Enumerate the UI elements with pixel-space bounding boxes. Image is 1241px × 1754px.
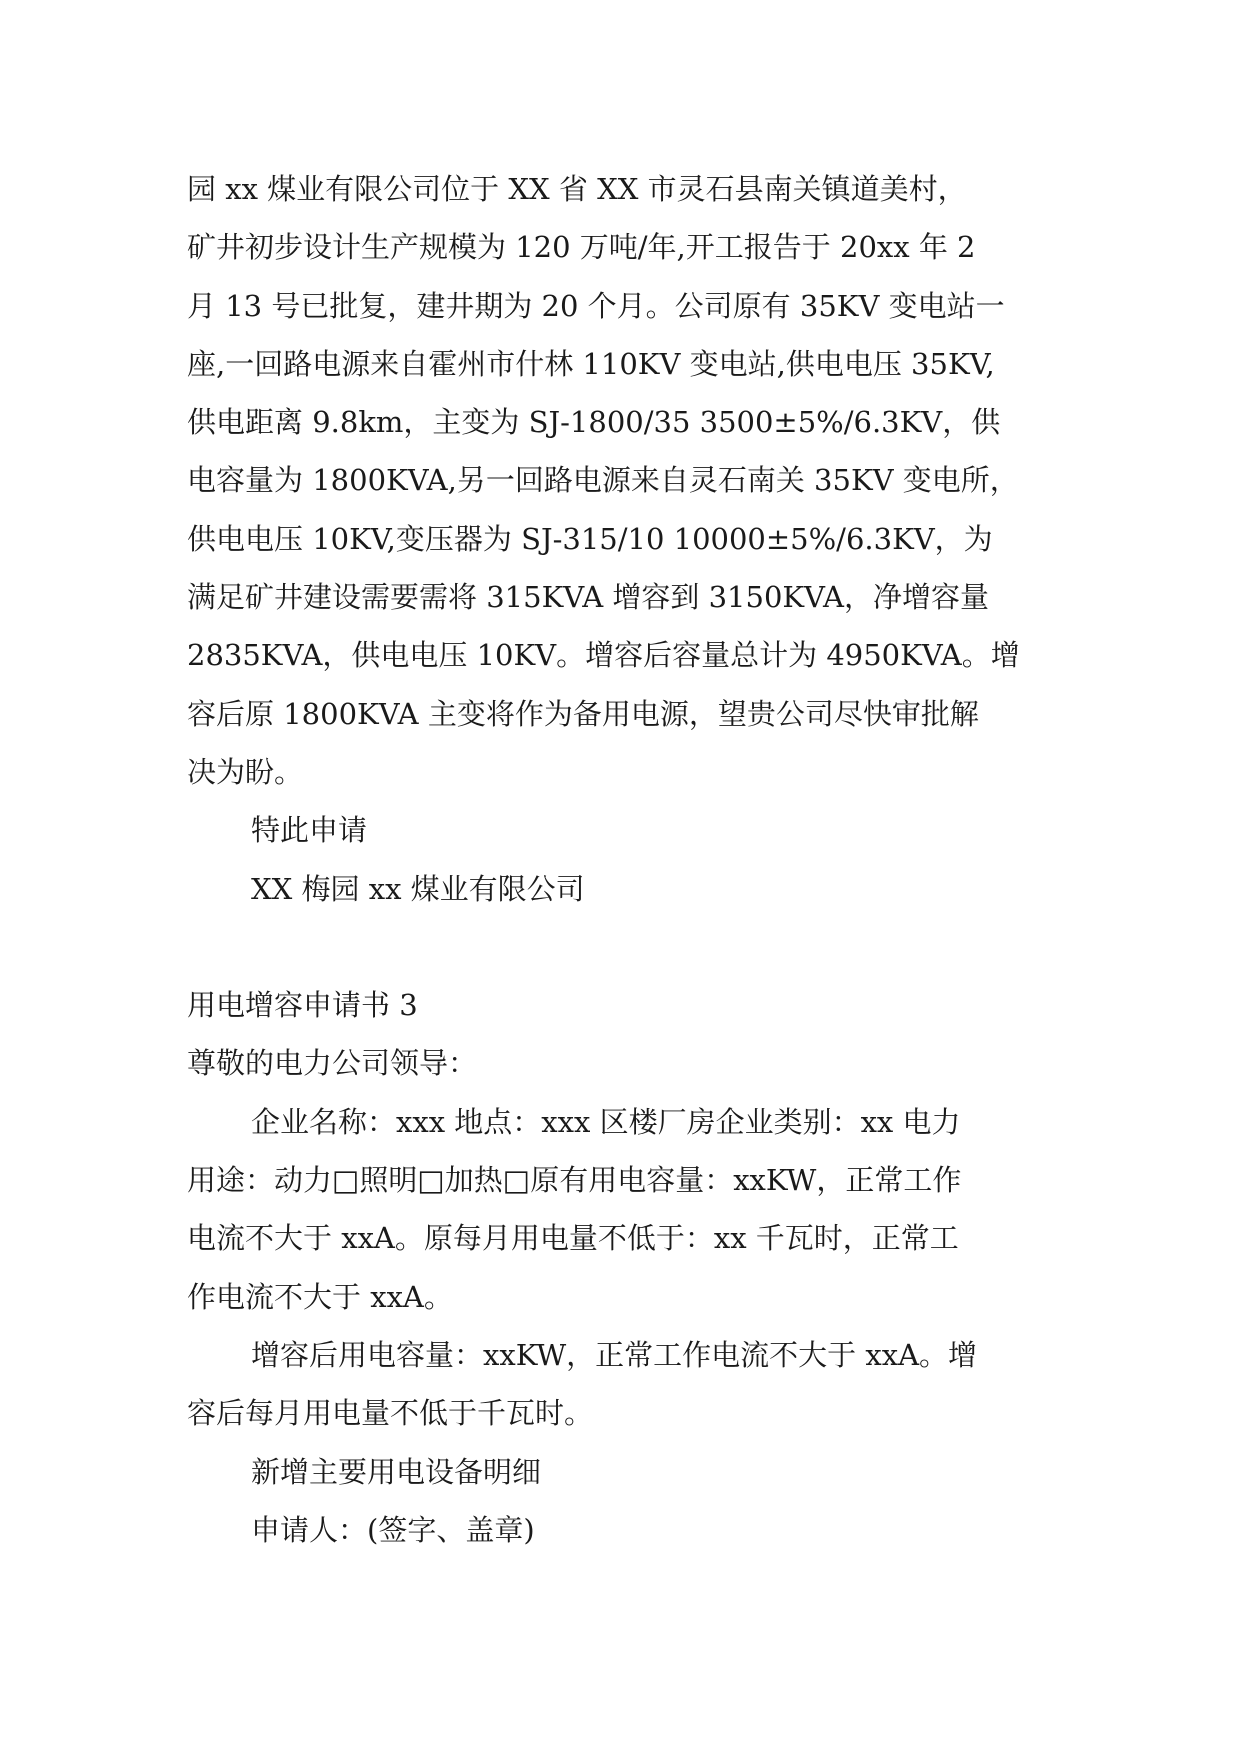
body-line: 满足矿井建设需要需将 315KVA 增容到 3150KVA，净增容量: [187, 580, 989, 615]
paragraph-line: 企业名称：xxx 地点：xxx 区楼厂房企业类别：xx 电力: [251, 1104, 961, 1139]
paragraph-line: 增容后用电容量：xxKW，正常工作电流不大于 xxA。增: [251, 1337, 978, 1372]
body-line: 座,一回路电源来自霍州市什林 110KV 变电站,供电电压 35KV,: [187, 346, 995, 381]
section-spacer: [187, 918, 1067, 976]
body-line: 供电距离 9.8km，主变为 SJ-1800/35 3500±5%/6.3KV，供: [187, 405, 1001, 440]
closing-phrase: 特此申请: [251, 813, 368, 848]
body-line: 月 13 号已批复，建井期为 20 个月。公司原有 35KV 变电站一: [187, 288, 1005, 323]
section-title: 用电增容申请书 3: [187, 988, 418, 1023]
paragraph-line: 电流不大于 xxA。原每月用电量不低于：xx 千瓦时，正常工: [187, 1221, 959, 1256]
body-line: 园 xx 煤业有限公司位于 XX 省 XX 市灵石县南关镇道美村，: [187, 172, 967, 206]
applicant-signature: 申请人：(签字、盖章): [251, 1512, 535, 1547]
body-line: 2835KVA，供电电压 10KV。增容后容量总计为 4950KVA。增: [187, 638, 1020, 673]
paragraph-line: 用途：动力□照明□加热□原有用电容量：xxKW，正常工作: [187, 1163, 962, 1198]
equipment-heading: 新增主要用电设备明细: [251, 1454, 542, 1489]
paragraph-line: 作电流不大于 xxA。: [187, 1279, 453, 1314]
company-signature: XX 梅园 xx 煤业有限公司: [251, 871, 585, 906]
body-line: 矿井初步设计生产规模为 120 万吨/年,开工报告于 20xx 年 2: [187, 230, 976, 265]
body-line: 决为盼。: [187, 754, 304, 789]
body-line: 供电电压 10KV,变压器为 SJ-315/10 10000±5%/6.3KV，为: [187, 521, 993, 556]
body-line: 电容量为 1800KVA,另一回路电源来自灵石南关 35KV 变电所，: [187, 463, 1019, 498]
paragraph-line: 容后每月用电量不低于千瓦时。: [187, 1396, 594, 1431]
body-line: 容后原 1800KVA 主变将作为备用电源，望贵公司尽快审批解: [187, 696, 979, 731]
salutation: 尊敬的电力公司领导：: [187, 1046, 478, 1081]
document-body: [187, 160, 1067, 1559]
